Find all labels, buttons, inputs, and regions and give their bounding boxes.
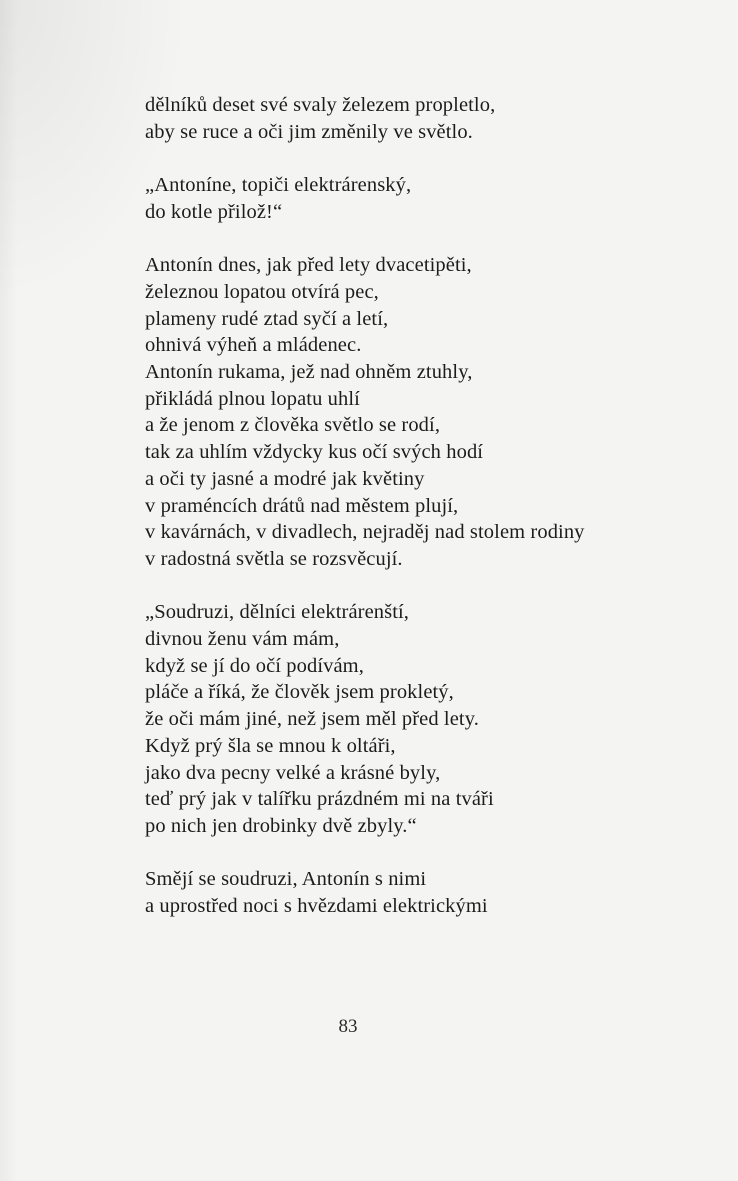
poem-line: do kotle přilož!“ [145,200,283,223]
stanza-1 [145,92,730,145]
poem-line: „Soudruzi, dělníci elektrárenští, [145,601,410,624]
stanza-5 [145,866,730,919]
poem-text [145,92,730,920]
poem-line: a uprostřed noci s hvězdami elektrickými [145,895,488,918]
poem-line: že oči mám jiné, než jsem měl před lety. [145,708,479,731]
poem-line: divnou ženu vám mám, [145,628,340,651]
poem-line: když se jí do očí podívám, [145,654,364,677]
poem-line: aby se ruce a oči jim změnily ve světlo. [145,120,473,143]
poem-line: a že jenom z člověka světlo se rodí, [145,414,441,437]
stanza-2 [145,172,730,225]
poem-line: v praméncích drátů nad městem plují, [145,494,459,517]
poem-line: dělníků deset své svaly železem propletlo, [145,94,496,116]
poem-line: Antonín rukama, jež nad ohněm ztuhly, [145,361,473,383]
poem-line: ohnivá výheň a mládenec. [145,334,362,357]
page-number: 83 [338,1016,358,1037]
poem-line: Smějí se soudruzi, Antonín s nimi [145,868,427,891]
poem-line: Antonín dnes, jak před lety dvacetipěti, [145,254,472,277]
poem-line: „Antoníne, topiči elektrárenský, [145,174,412,197]
poem-line: po nich jen drobinky dvě zbyly.“ [145,814,417,837]
stanza-4 [145,599,730,839]
poem-line: přikládá plnou lopatu uhlí [145,387,360,410]
poem-line: pláče a říká, že člověk jsem prokletý, [145,681,454,704]
poem-line: Když prý šla se mnou k oltáři, [145,734,396,757]
poem-line: tak za uhlím vždycky kus očí svých hodí [145,441,484,464]
poem-line: jako dva pecny velké a krásné byly, [145,761,441,784]
poem-line: železnou lopatou otvírá pec, [145,280,379,303]
stanza-3 [145,252,730,572]
poem-line: a oči ty jasné a modré jak květiny [145,467,425,490]
poem-line: teď prý jak v talířku prázdném mi na tváři [145,788,494,811]
poem-line: plameny rudé ztad syčí a letí, [145,307,389,330]
poem-line: v radostná světla se rozsvěcují. [145,547,403,570]
poem-line: v kavárnách, v divadlech, nejraděj nad stolem rodiny [145,521,585,544]
